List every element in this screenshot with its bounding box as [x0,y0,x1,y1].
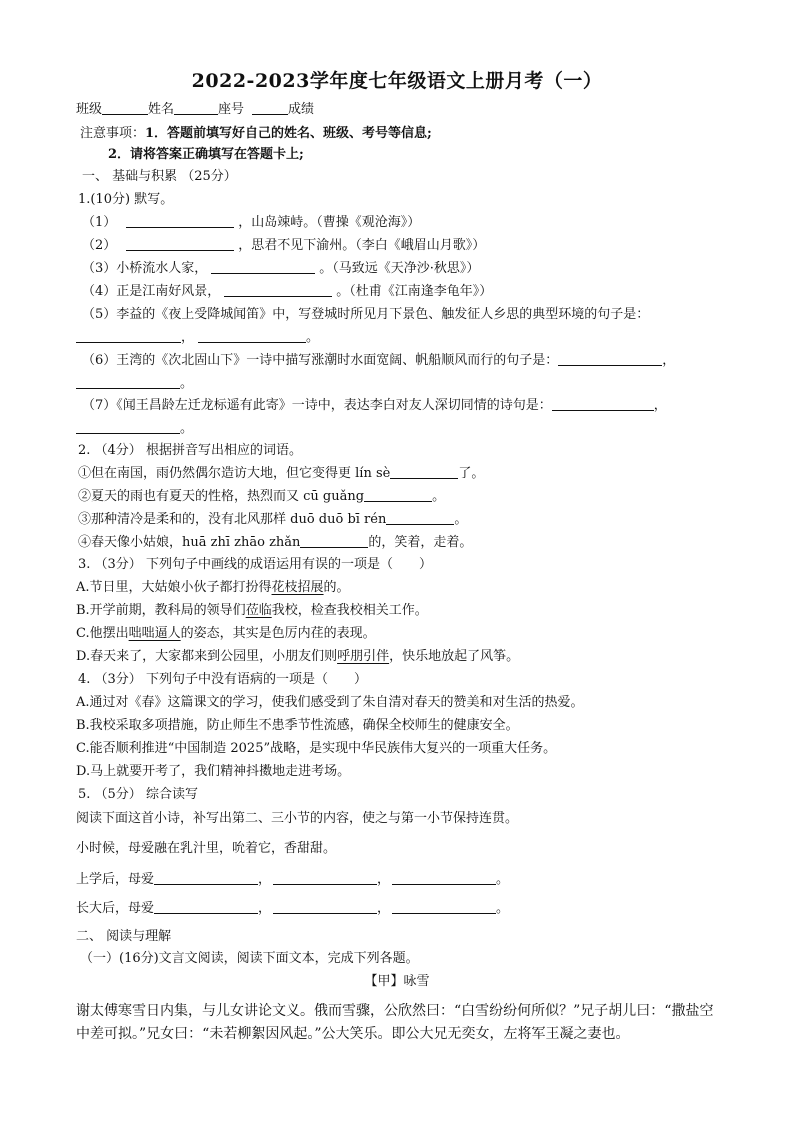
q2-text-1a: ①但在南国，雨仍然偶尔造访大地，但它变得更 lín sè [78,466,391,481]
q5-sep-3a: ， [258,901,272,916]
notes-item-1: 1．答题前填写好自己的姓名、班级、考号等信息; [145,126,432,141]
q2-item-4 [78,534,472,552]
q2-text-1b: 了。 [458,466,485,481]
seat-label: 座号 [218,102,245,117]
q4-option-d[interactable]: D.马上就要开考了，我们精神抖擞地走进考场。 [76,764,351,779]
q1-end-7: 。 [180,421,194,436]
q1-stem: 1.(10分) 默写。 [78,192,174,207]
q1-blank-2[interactable] [126,237,234,251]
q2-text-2a: ②夏天的雨也有夏天的性格，热烈而又 cū guǎng [78,489,365,504]
q1-text-7: （7）《闻王昌龄左迁龙标遥有此寄》一诗中，表达李白对友人深切同情的诗句是： [82,398,552,413]
q1-num-1: （1） [82,215,117,230]
q3-option-a[interactable] [76,579,350,597]
q1-sep-5: ， [181,330,195,345]
q1-text-3b: 。（马致远《天净沙·秋思》） [319,261,480,276]
q5-blank-2a[interactable] [154,871,258,885]
q5-blank-3c[interactable] [392,900,496,914]
q1-text-4b: 。（杜甫《江南逢李龟年》） [336,284,493,299]
q1-blank-5b[interactable] [198,329,306,343]
q5-poem-stanza-2 [76,871,509,889]
q1-text-2: ，思君不见下渝州。（李白《峨眉山月歌》） [238,238,486,253]
class-label: 班级 [76,102,103,117]
section2-heading: 二、 阅读与理解 [76,929,172,944]
passage-line-2: 中差可拟。”兄女曰：“未若柳絮因风起。”公大笑乐。即公大兄无奕女，左将军王凝之妻也。 [76,1026,630,1042]
q3-a-text-1: A.节日里，大姑娘小伙子都打扮得 [76,580,272,595]
q3-a-text-2: 的。 [323,580,350,595]
q1-blank-7a[interactable] [552,397,654,411]
q1-text-5: （5）李益的《夜上受降城闻笛》中，写登城时所见月下景色、触发征人乡思的典型环境的句子是： [82,307,650,322]
q5-stanza-2-text: 上学后，母爱 [76,872,155,887]
q3-c-text-2: 的姿态，其实是色厉内荏的表现。 [180,626,376,641]
q4-option-c[interactable]: C.能否顺利推进“中国制造 2025”战略，是实现中华民族伟大复兴的一项重大任务。 [76,741,557,756]
q5-blank-2c[interactable] [392,871,496,885]
q1-end-5: 。 [306,330,320,345]
q1-blank-5a[interactable] [76,329,181,343]
q3-option-c[interactable] [76,625,376,643]
q2-text-4a: ④春天像小姑娘，huā zhī zhāo zhǎn [78,535,301,550]
q5-end-2: 。 [496,872,510,887]
q1-blank-6b[interactable] [76,375,180,389]
q1-text-1: ，山岛竦峙。（曹操《观沧海》） [238,215,421,230]
q2-blank-3[interactable] [386,511,454,525]
q2-blank-2[interactable] [364,488,432,502]
q2-text-2b: 。 [432,489,446,504]
q3-b-text-2: 我校，检查我校相关工作。 [271,603,428,618]
q4-option-b[interactable]: B.我校采取多项措施，防止师生不患季节性流感，确保全校师生的健康安全。 [76,718,519,733]
q1-blank-6a[interactable] [558,352,662,366]
class-blank[interactable] [102,101,148,115]
q2-text-3a: ③那种清冷是柔和的，没有北风那样 duō duō bī rén [78,512,387,527]
name-label: 姓名 [148,102,175,117]
q4-stem: 4. （3分） 下列句子中没有语病的一项是（ ） [78,672,367,687]
q1-line-1 [82,214,420,232]
q5-sep-2a: ， [258,872,272,887]
q1-line-7-answer [76,420,193,438]
seat-blank[interactable] [252,101,288,115]
q1-blank-4[interactable] [224,283,332,297]
q1-blank-3[interactable] [211,260,315,274]
notes-label: 注意事项： [80,126,146,141]
q3-b-text-1: B.开学前期，教科局的领导们 [76,603,246,618]
q5-stem: 5. （5分） 综合读写 [78,787,198,802]
q1-sep-7: ， [653,398,667,413]
q3-c-text-1: C.他摆出 [76,626,129,641]
page-title: 2022-2023学年度七年级语文上册月考（一） [191,70,603,92]
notes-line-1 [80,125,432,143]
q1-line-6-answer [76,375,193,393]
q2-text-4b: 的，笑着，走着。 [368,535,473,550]
student-info-line [76,101,314,119]
score-label: 成绩 [288,102,315,117]
q3-b-underlined: 莅临 [245,603,272,618]
q3-d-underlined: 呼朋引伴 [337,649,390,664]
q1-text-4a: （4）正是江南好风景， [82,284,221,299]
q1-line-5-answer [76,329,319,347]
q5-blank-3b[interactable] [273,900,377,914]
q5-end-3: 。 [496,901,510,916]
q3-option-b[interactable] [76,602,428,620]
notes-item-2: 2．请将答案正确填写在答题卡上; [108,147,304,162]
q3-option-d[interactable] [76,648,519,666]
passage-title: 【甲】咏雪 [364,974,430,989]
q5-poem-stanza-1: 小时候，母爱融在乳汁里，吮着它，香甜甜。 [76,841,337,856]
q3-c-underlined: 咄咄逼人 [128,626,181,641]
q1-blank-1[interactable] [126,214,234,228]
section2-sub-1: （一）(16分)文言文阅读，阅读下面文本，完成下列各题。 [80,951,419,966]
q1-num-2: （2） [82,238,117,253]
q2-item-2 [78,488,445,506]
q5-poem-stanza-3 [76,900,509,918]
q1-text-6: （6）王湾的《次北固山下》一诗中描写涨潮时水面宽阔、帆船顺风而行的句子是： [82,353,559,368]
q1-line-2 [82,237,485,255]
q3-a-underlined: 花枝招展 [271,580,324,595]
q1-line-4 [82,283,492,301]
name-blank[interactable] [174,101,218,115]
q3-d-text-1: D.春天来了，大家都来到公园里，小朋友们则 [76,649,338,664]
q1-end-6: 。 [180,376,194,391]
q5-blank-3a[interactable] [154,900,258,914]
q1-text-3a: （3）小桥流水人家， [82,261,208,276]
section1-heading: 一、 基础与积累 （25分） [82,169,237,184]
passage-line-1: 谢太傅寒雪日内集，与儿女讲论文义。俄而雪骤，公欣然曰：“白雪纷纷何所似？”兄子胡儿曰：“撒盐空 [76,1003,714,1019]
q1-blank-7b[interactable] [76,420,180,434]
q2-blank-4[interactable] [300,534,368,548]
q1-sep-6: ， [662,353,676,368]
q5-stanza-3-text: 长大后，母爱 [76,901,155,916]
q2-stem: 2. （4分） 根据拼音写出相应的词语。 [78,443,302,458]
q1-line-6 [82,352,675,370]
q1-line-7 [82,397,667,415]
q4-option-a[interactable]: A.通过对《春》这篇课文的学习，使我们感受到了朱自清对春天的赞美和对生活的热爱。 [76,695,584,710]
q5-sep-2b: ， [377,872,391,887]
q2-item-1 [78,465,484,483]
q5-sep-3b: ， [377,901,391,916]
q2-blank-1[interactable] [390,465,458,479]
q2-item-3 [78,511,467,529]
q3-stem: 3. （3分） 下列句子中画线的成语运用有误的一项是（ ） [78,557,432,572]
q5-blank-2b[interactable] [273,871,377,885]
q5-instruction: 阅读下面这首小诗，补写出第二、三小节的内容，使之与第一小节保持连贯。 [76,811,519,826]
q2-text-3b: 。 [454,512,468,527]
q3-d-text-2: ，快乐地放起了风筝。 [389,649,520,664]
q1-line-3 [82,260,479,278]
